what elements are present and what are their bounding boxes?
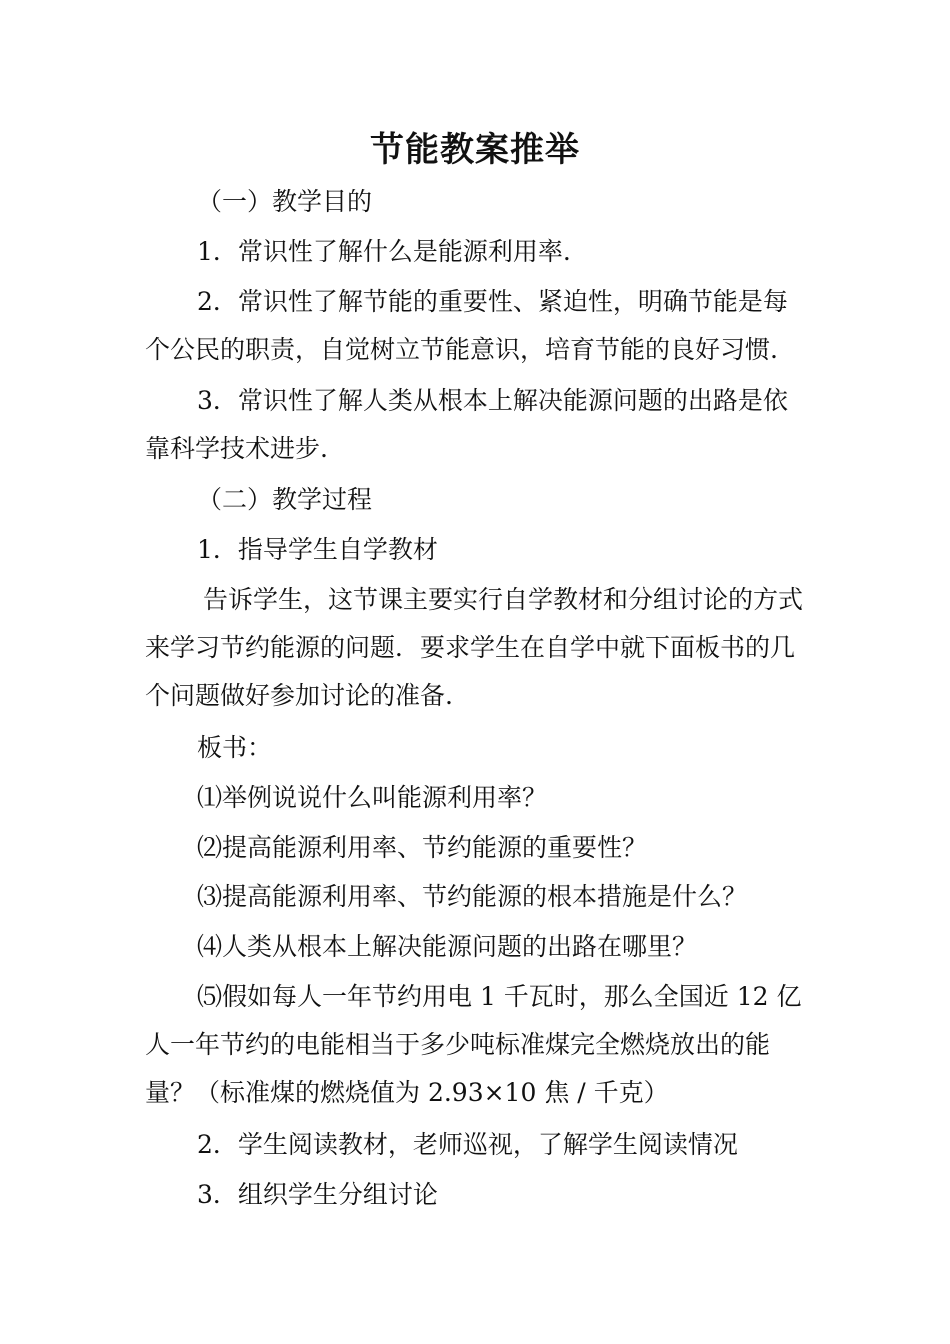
section-heading-objectives: （一）教学目的	[197, 187, 373, 216]
document-title: 节能教案推举	[370, 130, 580, 170]
paragraph-instructions: 告诉学生，这节课主要实行自学教材和分组讨论的方式来学习节约能源的问题．要求学生在自学中就下面板书的几个问题做好参加讨论的准备.	[145, 585, 804, 710]
list-item-question-4: ⑷人类从根本上解决能源问题的出路在哪里？	[197, 932, 698, 961]
paragraph-process-step-1: 1．指导学生自学教材	[197, 535, 438, 564]
list-item-question-5: ⑸假如每人一年节约用电 1 千瓦时，那么全国近 12 亿人一年节约的电能相当于多少吨标准煤完全燃烧放出的能量？（标准煤的燃烧值为 2.93×10 焦 / 千克）	[145, 982, 802, 1107]
paragraph-objective-3: 3．常识性了解人类从根本上解决能源问题的出路是依靠科学技术进步.	[145, 386, 788, 463]
paragraph-board-label: 板书：	[197, 733, 273, 762]
list-item-question-1: ⑴举例说说什么叫能源利用率？	[197, 783, 548, 812]
list-item-question-3: ⑶提高能源利用率、节约能源的根本措施是什么？	[197, 882, 748, 911]
paragraph-objective-2: 2．常识性了解节能的重要性、紧迫性，明确节能是每个公民的职责，自觉树立节能意识，培育节能的良好习惯.	[145, 287, 788, 364]
list-item-question-2: ⑵提高能源利用率、节约能源的重要性？	[197, 833, 648, 862]
paragraph-objective-1: 1．常识性了解什么是能源利用率.	[197, 237, 571, 266]
paragraph-process-step-2: 2．学生阅读教材，老师巡视，了解学生阅读情况	[197, 1130, 738, 1159]
section-heading-process: （二）教学过程	[197, 485, 373, 514]
paragraph-process-step-3: 3．组织学生分组讨论	[197, 1180, 438, 1209]
